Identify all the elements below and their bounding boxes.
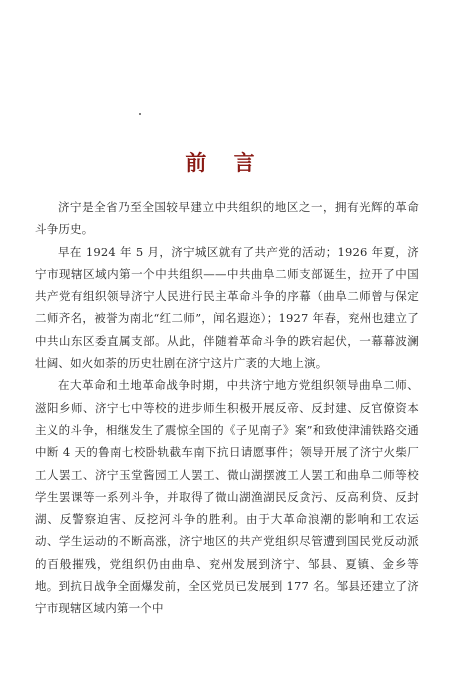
paragraph-3: 在大革命和土地革命战争时期，中共济宁地方党组织领导曲阜二师、滋阳乡师、济宁七中等校的进步师生积极开展反帝、反封建、反官僚资本主义的斗争，相继发生了震惊全国的《子见南子》案”和致使津浦铁路交通中断 4 天的鲁南七校卧轨截车南下抗日请愿事件；领导开展了济宁火柴厂工人罢工、济宁玉堂酱园工人罢工、微山湖摆渡工人罢工和曲阜二师等校学生罢课等一系列斗争，并取得了微山湖渔湖民反贪污、反高利贷、反封湖、反警察迫害、反挖河斗争的胜利。由于大革命浪潮的影响和工农运动、学生运动的不断高涨，济宁地区的共产党组织尽管遭到国民党反动派的百般摧残，党组织仍由曲阜、兖州发展到济宁、邹县、夏镇、金乡等地。到抗日战争全面爆发前，全区党员已发展到 177 名。邹县还建立了济宁市现辖区域内第一个中 bbox=[35, 378, 419, 616]
paragraph-2: 早在 1924 年 5 月，济宁城区就有了共产党的活动；1926 年夏，济宁市现辖区域内第一个中共组织——中共曲阜二师支部诞生，拉开了中国共产党有组织领导济宁人民进行民主革命斗争的序幕（曲阜二师曾与保定二师齐名，被誉为南北“红二师”，闻名遐迩）；1927 年春，兖州也建立了中共山东区委直属支部。从此，伴随着革命斗争的跌宕起伏，一幕幕波澜壮阔、如火如荼的历史壮剧在济宁这片广袤的大地上演。 bbox=[35, 244, 419, 371]
page-title: 前 言 bbox=[185, 150, 265, 176]
paragraph-1: 济宁是全省乃至全国较早建立中共组织的地区之一，拥有光辉的革命斗争历史。 bbox=[35, 200, 419, 237]
document-body bbox=[35, 196, 419, 620]
page-mark bbox=[139, 113, 141, 115]
